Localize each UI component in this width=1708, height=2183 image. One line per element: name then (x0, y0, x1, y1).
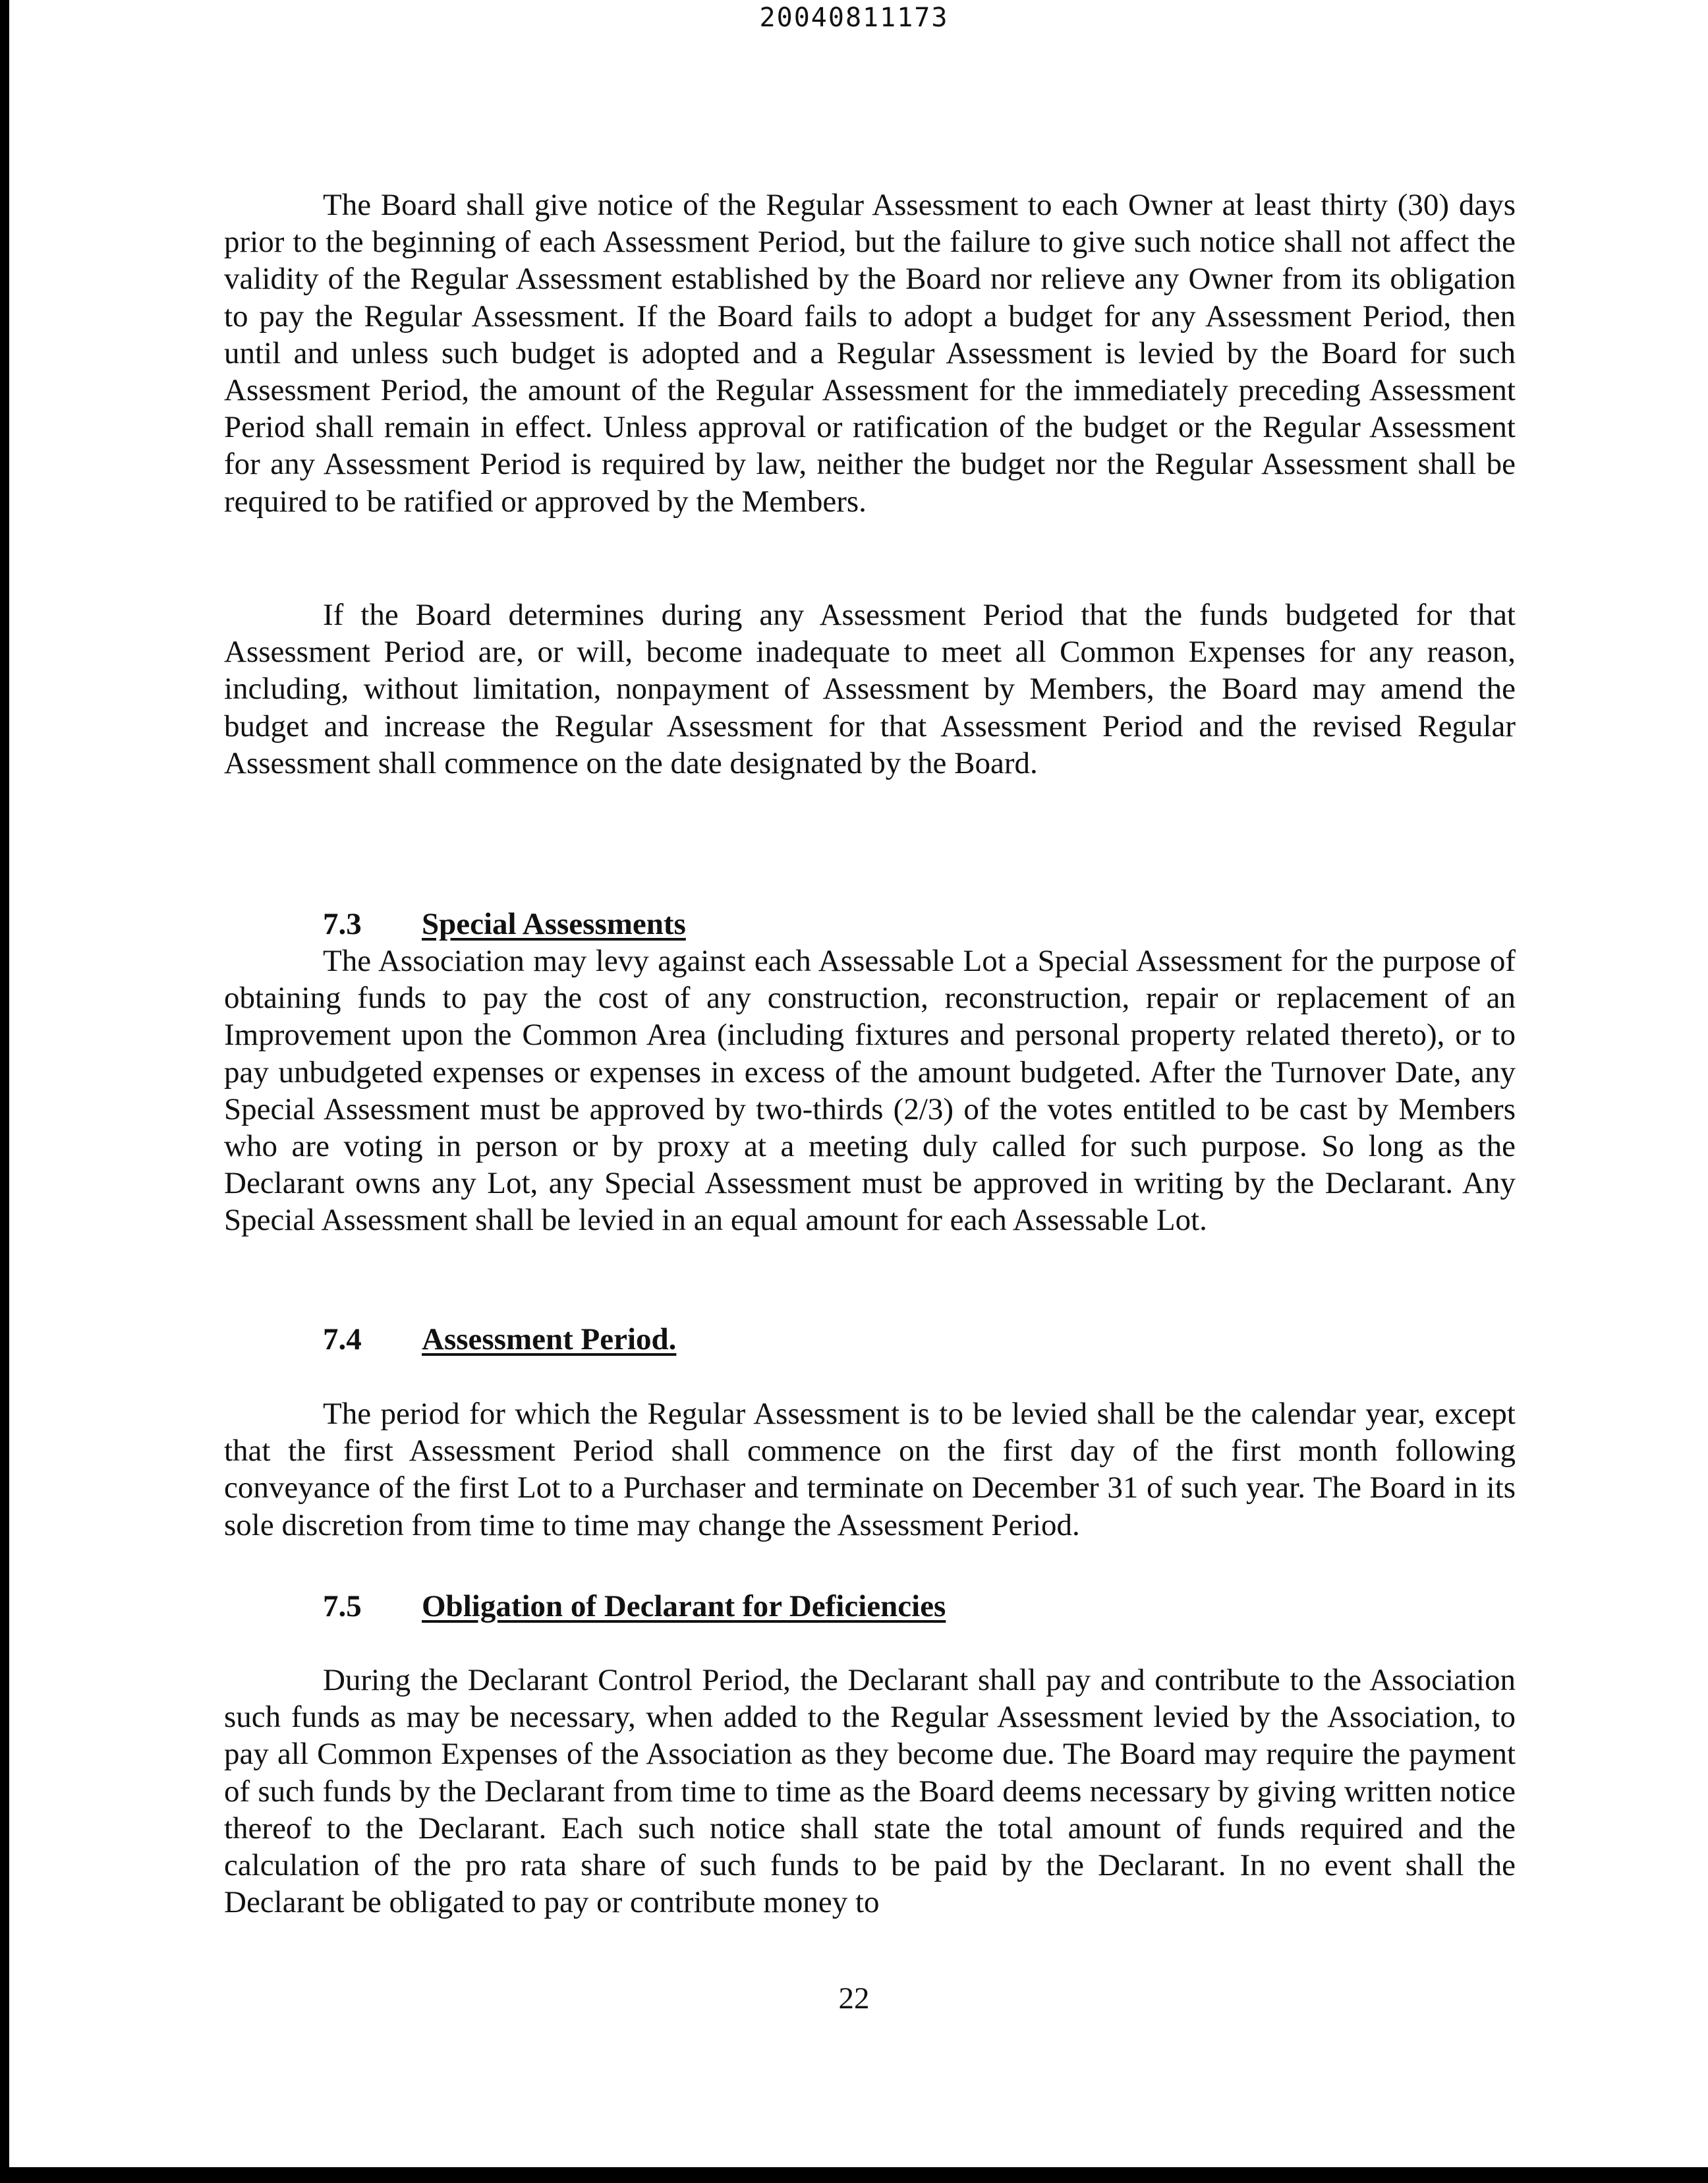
section-number: 7.4 (323, 1322, 362, 1356)
section-number: 7.3 (323, 907, 362, 941)
page-number: 22 (838, 1981, 870, 2016)
section-heading-7-3 (323, 906, 686, 943)
scan-border-bottom (0, 2167, 1708, 2183)
section-heading-7-5 (323, 1588, 946, 1625)
document-stamp-number: 20040811173 (759, 3, 949, 33)
paragraph-budget-amendment: If the Board determines during any Assessment Period that the funds budgeted for that Assessment Period are, or will, become inadequate to meet all Common Expenses for any reason, including, without limitation, nonpayment of Assessment by Members, the Board may amend the budget and increase the Regular Assessment for that Assessment Period and the revised Regular Assessment shall commence on the date designated by the Board. (224, 598, 1516, 780)
section-body-7-4: The period for which the Regular Assessment is to be levied shall be the calendar year, except that the first Assessment Period shall commence on the first day of the first month following conveyance of the first Lot to a Purchaser and terminate on December 31 of such year. The Board in its sole discretion from time to time may change the Assessment Period. (224, 1397, 1516, 1542)
section-title: Assessment Period. (422, 1322, 677, 1356)
section-number: 7.5 (323, 1589, 362, 1623)
section-heading-7-4 (323, 1321, 676, 1358)
paragraph-regular-assessment-notice: The Board shall give notice of the Regular Assessment to each Owner at least thirty (30) days prior to the beginning of each Assessment Period, but the failure to give such notice shall not affect the validity of the Regular Assessment established by the Board nor relieve any Owner from its obligation to pay the Regular Assessment. If the Board fails to adopt a budget for any Assessment Period, then until and unless such budget is adopted and a Regular Assessment is levied by the Board for such Assessment Period, the amount of the Regular Assessment for the immediately preceding Assessment Period shall remain in effect. Unless approval or ratification of the budget or the Regular Assessment for any Assessment Period is required by law, neither the budget nor the Regular Assessment shall be required to be ratified or approved by the Members. (224, 188, 1516, 519)
section-title: Obligation of Declarant for Deficiencies (422, 1589, 946, 1623)
section-title: Special Assessments (422, 907, 686, 941)
scan-border-left (0, 0, 9, 2183)
section-body-7-3: The Association may levy against each Assessable Lot a Special Assessment for the purpose of obtaining funds to pay the cost of any construction, reconstruction, repair or replacement of an Improvement upon the Common Area (including fixtures and personal property related thereto), or to pay unbudgeted expenses or expenses in excess of the amount budgeted. After the Turnover Date, any Special Assessment must be approved by two-thirds (2/3) of the votes entitled to be cast by Members who are voting in person or by proxy at a meeting duly called for such purpose. So long as the Declarant owns any Lot, any Special Assessment must be approved in writing by the Declarant. Any Special Assessment shall be levied in an equal amount for each Assessable Lot. (224, 944, 1516, 1238)
section-body-7-5: During the Declarant Control Period, the Declarant shall pay and contribute to the Association such funds as may be necessary, when added to the Regular Assessment levied by the Association, to pay all Common Expenses of the Association as they become due. The Board may require the payment of such funds by the Declarant from time to time as the Board deems necessary by giving written notice thereof to the Declarant. Each such notice shall state the total amount of funds required and the calculation of the pro rata share of such funds to be paid by the Declarant. In no event shall the Declarant be obligated to pay or contribute money to (224, 1663, 1516, 1920)
